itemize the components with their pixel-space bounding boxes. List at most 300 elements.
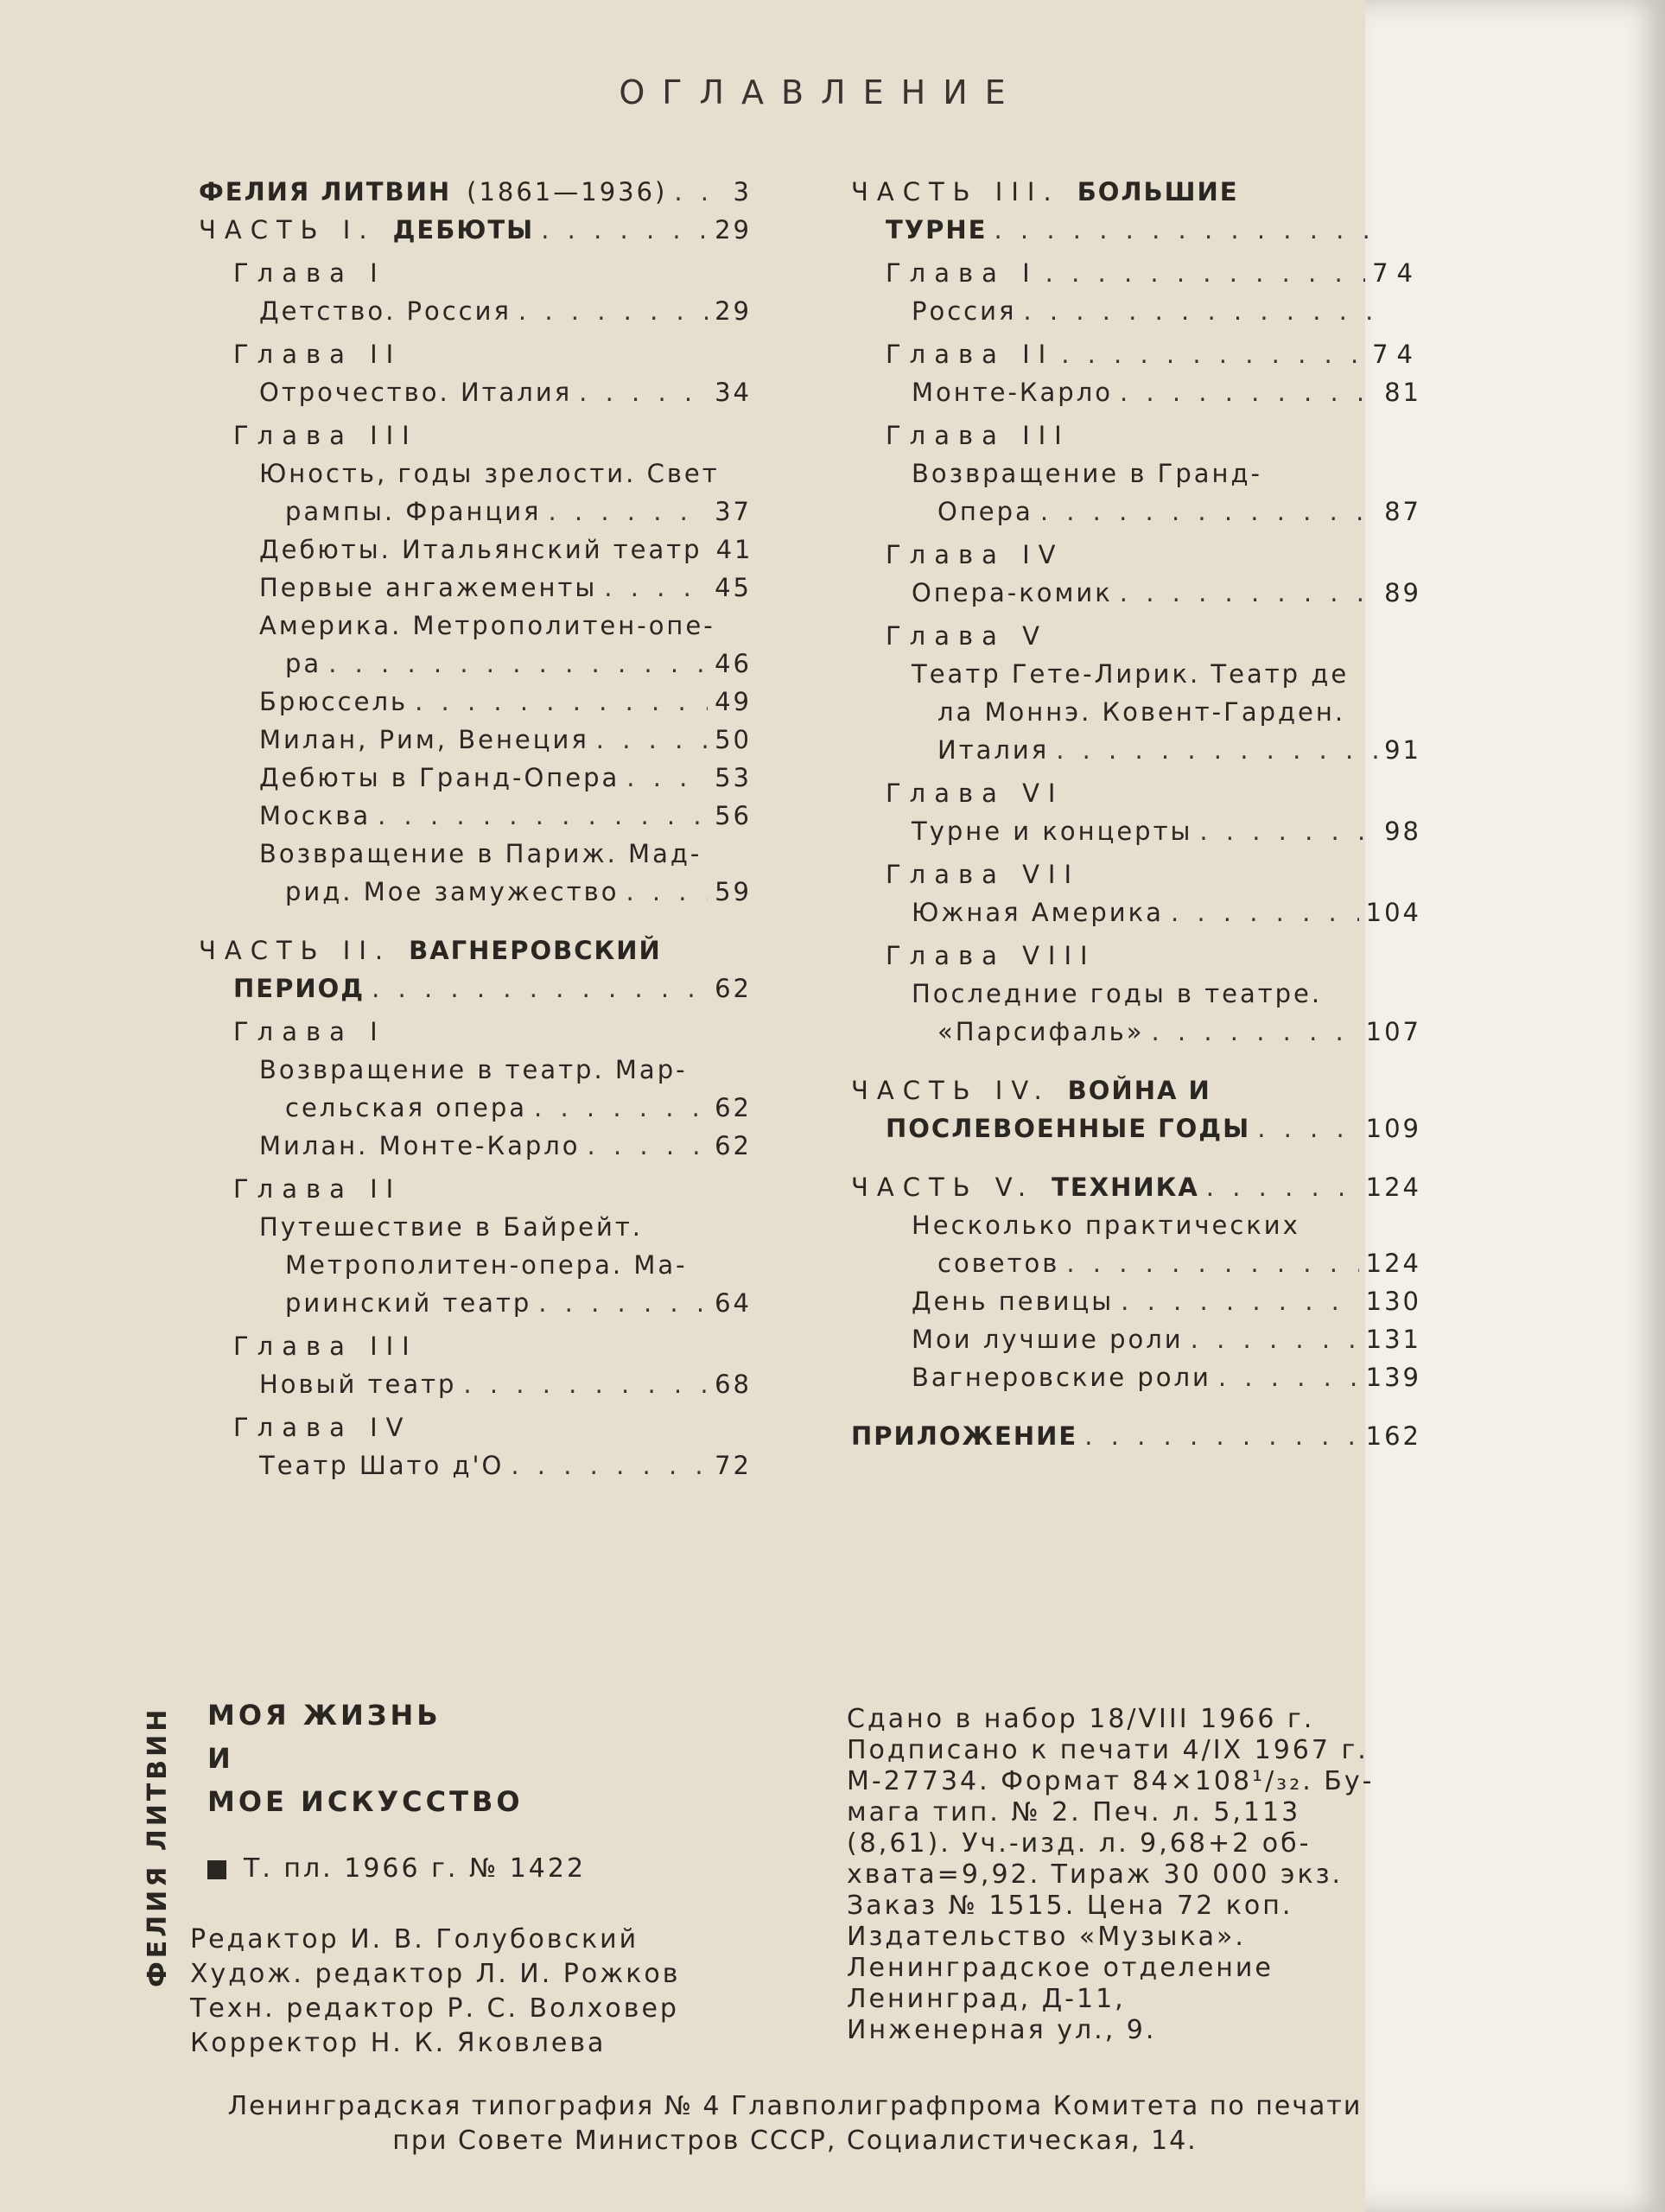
toc-label: Возвращение в Гранд- xyxy=(912,459,1263,488)
leader-dots xyxy=(541,211,708,249)
toc-line xyxy=(851,1320,1421,1358)
toc-page-number: 98 xyxy=(1384,817,1421,846)
toc-entry xyxy=(199,531,752,569)
toc-entry xyxy=(199,1013,752,1051)
toc-label: Россия xyxy=(912,296,1017,326)
toc-label: рампы. Франция xyxy=(285,497,542,526)
toc-line xyxy=(199,1127,752,1165)
toc-chapter xyxy=(851,254,1421,292)
toc-line xyxy=(199,1446,752,1484)
square-mark-icon xyxy=(207,1860,226,1879)
leader-dots xyxy=(1151,1013,1358,1051)
toc-label xyxy=(199,173,667,211)
toc-chapter xyxy=(851,617,1421,655)
toc-chapter xyxy=(851,416,1421,454)
author-vertical: ФЕЛИЯ ЛИТВИН xyxy=(143,1706,173,1987)
leader-dots xyxy=(588,1127,709,1165)
toc-page-number: 37 xyxy=(715,497,752,526)
toc-label: Новый театр xyxy=(259,1370,457,1399)
toc-label: Вагнеровские роли xyxy=(912,1363,1211,1392)
toc-entry xyxy=(199,683,752,721)
chapter-label: Глава I xyxy=(233,1017,386,1046)
tpl-line xyxy=(207,1853,586,1884)
toc-gap xyxy=(851,1051,1421,1071)
toc-line xyxy=(851,1013,1421,1051)
pub-line: Ленинградское отделение xyxy=(847,1953,1274,1983)
toc-page-number: 56 xyxy=(715,801,752,830)
leader-dots xyxy=(994,211,1380,249)
toc-label: советов xyxy=(937,1249,1060,1278)
leader-dots xyxy=(372,969,708,1007)
toc-right-column xyxy=(851,173,1421,1455)
toc-label xyxy=(886,211,987,249)
staff-credits xyxy=(190,1923,680,2061)
toc-page-number: 62 xyxy=(715,974,752,1003)
toc-entry xyxy=(199,1127,752,1165)
toc-page-number: 29 xyxy=(715,215,752,245)
chapter-label: Глава I xyxy=(233,258,386,288)
toc-chapter xyxy=(851,937,1421,975)
toc-line xyxy=(851,655,1421,693)
toc-page-number: 45 xyxy=(715,573,752,602)
toc-line xyxy=(199,1284,752,1322)
toc-line xyxy=(851,373,1421,411)
leader-dots xyxy=(579,373,708,411)
leader-dots xyxy=(328,645,708,683)
toc-line xyxy=(851,1206,1421,1244)
toc-label xyxy=(851,1071,1211,1109)
toc-entry xyxy=(199,173,752,211)
toc-line xyxy=(199,1089,752,1127)
toc-gap xyxy=(851,1147,1421,1168)
toc-line xyxy=(851,1168,1421,1206)
toc-page-number: 81 xyxy=(1384,378,1421,407)
toc-label: Турне и концерты xyxy=(912,817,1193,846)
toc-entry xyxy=(851,1358,1421,1396)
toc-line xyxy=(851,1358,1421,1396)
part-title: ВАГНЕРОВСКИЙ xyxy=(409,936,662,965)
leader-dots xyxy=(538,1284,708,1322)
toc-page-number: 130 xyxy=(1365,1287,1421,1316)
toc-entry xyxy=(199,931,752,1007)
toc-line xyxy=(199,1051,752,1089)
leader-dots xyxy=(1061,335,1365,373)
toc-line xyxy=(199,373,752,411)
toc-page-number: 68 xyxy=(715,1370,752,1399)
toc-entry xyxy=(199,1051,752,1127)
pub-line: Заказ № 1515. Цена 72 коп. xyxy=(847,1891,1293,1921)
toc-entry xyxy=(199,1408,752,1446)
part-title: ТЕХНИКА xyxy=(1052,1173,1199,1202)
toc-line xyxy=(199,1365,752,1403)
toc-entry xyxy=(851,1320,1421,1358)
toc-entry xyxy=(199,1170,752,1208)
leader-dots xyxy=(1040,493,1377,531)
toc-page-number: 107 xyxy=(1365,1017,1421,1046)
toc-page-number: 109 xyxy=(1365,1114,1421,1143)
toc-label: Дебюты в Гранд-Опера xyxy=(259,763,620,792)
chapter-label: Глава VI xyxy=(886,779,1064,808)
toc-entry xyxy=(199,835,752,911)
toc-label: Театр Шато д'О xyxy=(259,1451,505,1480)
toc-page-number: 104 xyxy=(1365,898,1421,927)
toc-label xyxy=(233,969,365,1007)
toc-page-number: 139 xyxy=(1365,1363,1421,1392)
pub-line: (8,61). Уч.-изд. л. 9,68+2 об- xyxy=(847,1828,1312,1859)
toc-entry xyxy=(851,292,1421,330)
toc-chapter xyxy=(851,335,1421,373)
toc-left-column xyxy=(199,173,752,1484)
toc-label xyxy=(886,1109,1250,1147)
toc-entry xyxy=(851,975,1421,1051)
printer-line: при Совете Министров СССР, Социалистическая, 14. xyxy=(392,2126,1198,2156)
toc-entry xyxy=(851,855,1421,893)
toc-line xyxy=(199,683,752,721)
toc-gap xyxy=(851,1396,1421,1417)
toc-page-number: 50 xyxy=(715,725,752,754)
toc-label: Театр Гете-Лирик. Театр де xyxy=(912,659,1350,689)
toc-entry xyxy=(199,292,752,330)
toc-line xyxy=(199,797,752,835)
toc-entry xyxy=(851,937,1421,975)
toc-line xyxy=(199,645,752,683)
chapter-label: Глава I xyxy=(886,258,1039,288)
leader-dots xyxy=(378,797,708,835)
book-title-line: МОЯ ЖИЗНЬ xyxy=(207,1699,442,1732)
toc-chapter xyxy=(199,1170,752,1208)
toc-entry xyxy=(851,1206,1421,1282)
chapter-label: Глава VII xyxy=(886,860,1081,889)
part-title: ТУРНЕ xyxy=(886,215,988,245)
toc-line xyxy=(851,893,1421,931)
toc-line xyxy=(199,759,752,797)
toc-line xyxy=(199,531,752,569)
toc-page-number: 74 xyxy=(1372,340,1421,369)
toc-label: рид. Мое замужество xyxy=(285,877,620,906)
toc-label xyxy=(199,931,662,969)
toc-entry xyxy=(851,454,1421,531)
toc-line xyxy=(851,1417,1421,1455)
toc-chapter xyxy=(851,536,1421,574)
part-title: ПЕРИОД xyxy=(233,974,365,1003)
toc-label: Детство. Россия xyxy=(259,296,512,326)
pub-line: Сдано в набор 18/VIII 1966 г. xyxy=(847,1704,1315,1734)
staff-line: Корректор Н. К. Яковлева xyxy=(190,2028,607,2058)
toc-line xyxy=(199,607,752,645)
chapter-label: Глава IV xyxy=(233,1413,412,1442)
toc-page-number: 74 xyxy=(1372,258,1421,288)
leader-dots xyxy=(549,493,709,531)
toc-page-number: 29 xyxy=(715,296,752,326)
toc-entry xyxy=(851,1168,1421,1206)
toc-line xyxy=(851,1244,1421,1282)
toc-line xyxy=(851,574,1421,612)
pub-line: Ленинград, Д-11, xyxy=(847,1984,1126,2014)
chapter-label: Глава II xyxy=(233,1174,403,1204)
part-prefix: ЧАСТЬ II. xyxy=(199,936,392,965)
toc-line xyxy=(199,493,752,531)
part-title: ПРИЛОЖЕНИЕ xyxy=(851,1421,1078,1451)
part-prefix: ЧАСТЬ III. xyxy=(851,177,1060,207)
toc-entry xyxy=(199,335,752,373)
toc-entry xyxy=(851,617,1421,655)
toc-gap xyxy=(199,911,752,931)
staff-line: Худож. редактор Л. И. Рожков xyxy=(190,1959,681,1989)
toc-line xyxy=(199,173,752,211)
book-title-line: МОЕ ИСКУССТВО xyxy=(207,1785,524,1818)
leader-dots xyxy=(534,1089,708,1127)
toc-line xyxy=(199,835,752,873)
toc-entry xyxy=(199,211,752,249)
leader-dots xyxy=(415,683,708,721)
pub-line: мага тип. № 2. Печ. л. 5,113 xyxy=(847,1797,1301,1827)
toc-entry xyxy=(199,416,752,454)
chapter-label: Глава III xyxy=(233,1332,418,1361)
pub-line: Инженерная ул., 9. xyxy=(847,2015,1157,2045)
staff-line: Редактор И. В. Голубовский xyxy=(190,1924,639,1955)
toc-entry xyxy=(851,536,1421,574)
leader-dots xyxy=(1120,373,1377,411)
toc-line xyxy=(199,1208,752,1246)
leader-dots xyxy=(1120,574,1377,612)
toc-line xyxy=(199,292,752,330)
toc-entry xyxy=(199,607,752,683)
toc-label: Путешествие в Байрейт. xyxy=(259,1212,643,1242)
toc-entry xyxy=(851,373,1421,411)
toc-entry xyxy=(851,574,1421,612)
pub-line: М-27734. Формат 84×108¹/₃₂. Бу- xyxy=(847,1766,1375,1796)
toc-label: Юность, годы зрелости. Свет xyxy=(259,459,720,488)
toc-heading: ОГЛАВЛЕНИЕ xyxy=(619,73,1023,111)
leader-dots xyxy=(626,759,708,797)
leader-dots xyxy=(1045,254,1365,292)
toc-page-number: 72 xyxy=(715,1451,752,1480)
part-title: БОЛЬШИЕ xyxy=(1077,177,1239,207)
toc-label xyxy=(199,211,534,249)
leader-dots xyxy=(674,173,710,211)
leader-dots xyxy=(1257,1109,1358,1147)
toc-line xyxy=(851,1282,1421,1320)
toc-label: сельская опера xyxy=(285,1093,528,1122)
toc-label: Опера xyxy=(937,497,1033,526)
toc-label: Брюссель xyxy=(259,687,409,716)
toc-chapter xyxy=(199,335,752,373)
leader-dots xyxy=(1206,1168,1359,1206)
toc-chapter xyxy=(199,416,752,454)
toc-entry xyxy=(199,1208,752,1322)
toc-chapter xyxy=(199,254,752,292)
toc-label: День певицы xyxy=(912,1287,1115,1316)
staff-line: Техн. редактор Р. С. Волховер xyxy=(190,1993,679,2024)
toc-chapter xyxy=(199,1013,752,1051)
toc-label: риинский театр xyxy=(285,1288,532,1318)
tpl-text: Т. пл. 1966 г. № 1422 xyxy=(244,1853,587,1884)
toc-page-number: 87 xyxy=(1384,497,1421,526)
toc-label: Мои лучшие роли xyxy=(912,1325,1184,1354)
toc-entry xyxy=(851,254,1421,292)
toc-page-number: 131 xyxy=(1365,1325,1421,1354)
toc-entry xyxy=(199,254,752,292)
toc-label: Милан. Монте-Карло xyxy=(259,1131,581,1160)
toc-page-number: 53 xyxy=(715,763,752,792)
toc-label xyxy=(851,1417,1077,1455)
toc-page-number: 89 xyxy=(1384,578,1421,607)
part-prefix: ЧАСТЬ IV. xyxy=(851,1076,1051,1105)
toc-label: Америка. Метрополитен-опе- xyxy=(259,611,715,640)
toc-page-number: 59 xyxy=(715,877,752,906)
toc-label: Дебюты. Итальянский театр xyxy=(259,535,702,564)
toc-label: Милан, Рим, Венеция xyxy=(259,725,589,754)
leader-dots xyxy=(1199,812,1377,850)
toc-line xyxy=(851,975,1421,1013)
toc-entry xyxy=(851,812,1421,850)
toc-entry xyxy=(851,1417,1421,1455)
chapter-label: Глава II xyxy=(886,340,1055,369)
toc-page-number: 3 xyxy=(733,177,752,207)
toc-chapter xyxy=(199,1408,752,1446)
leader-dots xyxy=(1171,893,1359,931)
toc-label: ла Моннэ. Ковент-Гарден. xyxy=(937,697,1346,727)
toc-label: Первые ангажементы xyxy=(259,573,598,602)
toc-label: Возвращение в театр. Мар- xyxy=(259,1055,688,1084)
toc-label xyxy=(851,173,1239,211)
chapter-label: Глава IV xyxy=(886,540,1064,569)
toc-entry xyxy=(199,721,752,759)
toc-entry xyxy=(851,893,1421,931)
leader-dots xyxy=(1066,1244,1358,1282)
chapter-label: Глава VIII xyxy=(886,941,1096,970)
toc-line xyxy=(851,812,1421,850)
toc-line xyxy=(199,454,752,493)
chapter-label: Глава II xyxy=(233,340,403,369)
toc-line xyxy=(199,969,752,1007)
leader-dots xyxy=(463,1365,708,1403)
part-prefix: ЧАСТЬ V. xyxy=(851,1173,1035,1202)
toc-entry xyxy=(199,454,752,531)
toc-line xyxy=(199,211,752,249)
toc-entry xyxy=(199,373,752,411)
chapter-label: Глава III xyxy=(233,421,418,450)
toc-page-number: 62 xyxy=(715,1093,752,1122)
toc-page-number: 49 xyxy=(715,687,752,716)
leader-dots xyxy=(1121,1282,1358,1320)
toc-line xyxy=(851,731,1421,769)
toc-chapter xyxy=(851,774,1421,812)
toc-line xyxy=(199,873,752,911)
part-title: ПОСЛЕВОЕННЫЕ ГОДЫ xyxy=(886,1114,1251,1143)
toc-page-number: 46 xyxy=(715,649,752,678)
book-title xyxy=(207,1694,524,1823)
toc-entry xyxy=(199,1327,752,1365)
pub-line: хвата=9,92. Тираж 30 000 экз. xyxy=(847,1859,1344,1890)
toc-line xyxy=(199,1246,752,1284)
toc-line xyxy=(851,493,1421,531)
leader-dots xyxy=(1056,731,1377,769)
publication-details xyxy=(847,1704,1417,2046)
leader-dots xyxy=(626,873,708,911)
toc-label: Италия xyxy=(937,735,1050,765)
leader-dots xyxy=(511,1446,708,1484)
toc-page-number: 91 xyxy=(1384,735,1421,765)
toc-line xyxy=(199,569,752,607)
leader-dots xyxy=(1218,1358,1359,1396)
leader-dots xyxy=(1084,1417,1358,1455)
toc-entry xyxy=(851,1282,1421,1320)
toc-entry xyxy=(851,1071,1421,1147)
toc-page-number: 41 xyxy=(715,535,753,564)
chapter-label: Глава III xyxy=(886,421,1071,450)
toc-label: ра xyxy=(285,649,322,678)
leader-dots xyxy=(1191,1320,1359,1358)
printer-line: Ленинградская типография № 4 Главполиграфпрома Комитета по печати xyxy=(227,2091,1363,2121)
toc-entry xyxy=(851,335,1421,373)
toc-line xyxy=(851,1071,1421,1109)
toc-label: Монте-Карло xyxy=(912,378,1113,407)
part-title: ДЕБЮТЫ xyxy=(392,215,535,245)
toc-chapter xyxy=(851,855,1421,893)
toc-label: Опера-комик xyxy=(912,578,1113,607)
toc-page-number: 162 xyxy=(1365,1421,1421,1451)
toc-label: Южная Америка xyxy=(912,898,1164,927)
toc-line xyxy=(199,931,752,969)
part-years: (1861—1936) xyxy=(467,177,668,207)
leader-dots xyxy=(1023,292,1380,330)
toc-chapter xyxy=(199,1327,752,1365)
toc-label: Возвращение в Париж. Мад- xyxy=(259,839,702,868)
part-prefix: ЧАСТЬ I. xyxy=(199,215,376,245)
chapter-label: Глава V xyxy=(886,621,1048,651)
printer-info xyxy=(181,2089,1408,2158)
toc-label: Последние годы в театре. xyxy=(912,979,1323,1008)
toc-label: Отрочество. Италия xyxy=(259,378,573,407)
part-title: ВОЙНА И xyxy=(1067,1076,1211,1105)
toc-entry xyxy=(199,759,752,797)
toc-page-number: 64 xyxy=(715,1288,752,1318)
toc-page-number: 34 xyxy=(715,378,752,407)
toc-entry xyxy=(851,173,1421,249)
toc-page-number: 124 xyxy=(1365,1173,1421,1202)
toc-line xyxy=(199,721,752,759)
leader-dots xyxy=(518,292,708,330)
toc-label: «Парсифаль» xyxy=(937,1017,1145,1046)
leader-dots xyxy=(596,721,708,759)
toc-label xyxy=(851,1168,1199,1206)
pub-line: Издательство «Музыка». xyxy=(847,1922,1246,1952)
toc-label: Несколько практических xyxy=(912,1211,1300,1240)
toc-label: Москва xyxy=(259,801,372,830)
toc-label: Метрополитен-опера. Ма- xyxy=(285,1250,688,1280)
toc-page-number: 62 xyxy=(715,1131,752,1160)
toc-line xyxy=(851,454,1421,493)
toc-line xyxy=(851,292,1421,330)
toc-entry xyxy=(199,569,752,607)
toc-line xyxy=(851,173,1421,211)
toc-entry xyxy=(199,1365,752,1403)
book-title-line: И xyxy=(207,1742,234,1775)
toc-entry xyxy=(851,655,1421,769)
part-title: ФЕЛИЯ ЛИТВИН xyxy=(199,177,452,207)
pub-line: Подписано к печати 4/IX 1967 г. xyxy=(847,1735,1369,1765)
toc-entry xyxy=(851,774,1421,812)
toc-line xyxy=(851,693,1421,731)
toc-entry xyxy=(851,416,1421,454)
toc-page-number: 124 xyxy=(1365,1249,1421,1278)
toc-entry xyxy=(199,1446,752,1484)
toc-line xyxy=(851,1109,1421,1147)
toc-line xyxy=(851,211,1421,249)
leader-dots xyxy=(604,569,708,607)
toc-entry xyxy=(199,797,752,835)
